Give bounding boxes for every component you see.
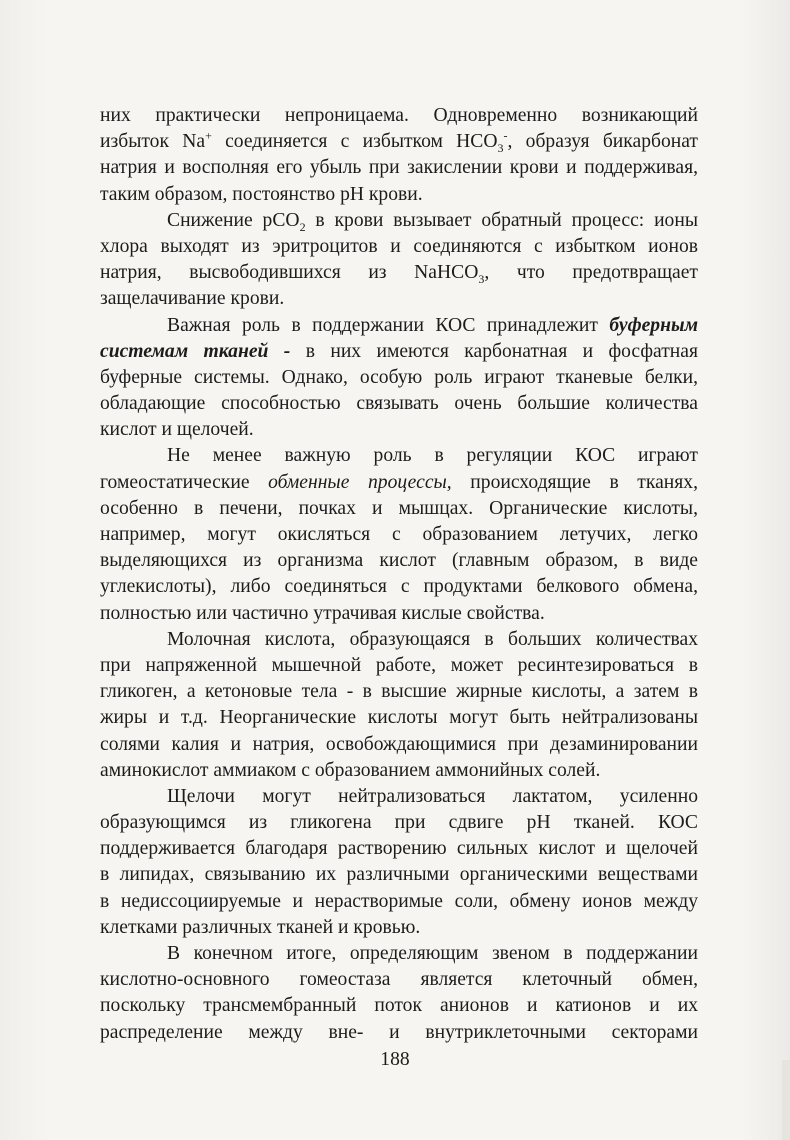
text-line: таким образом, постоянство pH крови. — [100, 183, 423, 205]
paragraph-first-line: В конечном итоге, определяющим звеном в поддержании — [167, 943, 698, 964]
text-line: углекислоты), либо соединяться с продуктами белкового обмена, — [100, 576, 698, 598]
text-line: распределение между вне- и внутриклеточными секторами — [100, 1021, 698, 1043]
paragraph-first-line: Снижение pCO$_2$ в крови вызывает обратный процесс: ионы — [167, 209, 699, 234]
text-line: жиры и т.д. Неорганические кислоты могут быть нейтрализованы — [100, 707, 698, 729]
paragraph-first-line: Молочная кислота, образующаяся в больших количествах — [167, 628, 698, 650]
text-line: них практически непроницаема. Одновременно возникающий — [100, 105, 698, 126]
text-line: солями калия и натрия, освобождающимися при дезаминировании — [100, 733, 698, 755]
paragraph-first-line: Важная роль в поддержании КОС принадлежит буферным — [167, 314, 698, 336]
text-line: поддерживается благодаря растворению сильных кислот и щелочей — [100, 838, 698, 860]
text-line: натрия, высвободившихся из NaHCO$_3$, что предотвращает — [100, 262, 698, 287]
scan-edge-shadow — [782, 1060, 790, 1140]
paragraph-first-line: Щелочи могут нейтрализоваться лактатом, усиленно — [167, 785, 698, 807]
text-line: особенно в печени, почках и мышцах. Органические кислоты, — [100, 497, 698, 519]
text-line: образующимся из гликогена при сдвиге pH тканей. КОС — [100, 812, 698, 834]
text-line: кислотно-основного гомеостаза является клеточный обмен, — [100, 969, 698, 991]
text-line: клетками различных тканей и кровью. — [100, 916, 421, 938]
text-line: гомеостатические обменные процессы, происходящие в тканях, — [100, 471, 698, 493]
paragraph-first-line: Не менее важную роль в регуляции КОС играют — [167, 445, 698, 467]
text-line: гликоген, а кетоновые тела - в высшие жирные кислоты, а затем в — [100, 681, 698, 703]
text-line: обладающие способностью связывать очень большие количества — [100, 393, 698, 415]
text-line: буферные системы. Однако, особую роль играют тканевые белки, — [100, 366, 698, 388]
text-line: при напряженной мышечной работе, может ресинтезироваться в — [100, 654, 698, 676]
text-line: выделяющихся из организма кислот (главным образом, в виде — [100, 550, 698, 572]
text-line: поскольку трансмембранный поток анионов и катионов и их — [100, 995, 698, 1017]
text-line: системам тканей - в них имеются карбонатная и фосфатная — [100, 340, 698, 362]
text-line: избыток Na+ соединяется с избытком $HCO_3^-$, образуя бикарбонат — [100, 128, 698, 156]
text-line: в недиссоциируемые и нерастворимые соли, обмену ионов между — [100, 890, 698, 912]
text-line: полностью или частично утрачивая кислые свойства. — [100, 602, 545, 624]
text-line: натрия и восполняя его убыль при закислении крови и поддерживая, — [100, 157, 698, 179]
text-line: защелачивание крови. — [100, 288, 285, 310]
text-line: например, могут окисляться с образованием летучих, легко — [100, 524, 698, 545]
page-number: 188 — [380, 1049, 410, 1070]
text-line: хлора выходят из эритроцитов и соединяются с избытком ионов — [100, 235, 698, 257]
text-line: аминокислот аммиаком с образованием аммонийных солей. — [100, 759, 601, 781]
body-text — [100, 103, 698, 1046]
text-line: в липидах, связыванию их различными органическими веществами — [100, 864, 698, 886]
text-line: кислот и щелочей. — [100, 419, 254, 441]
